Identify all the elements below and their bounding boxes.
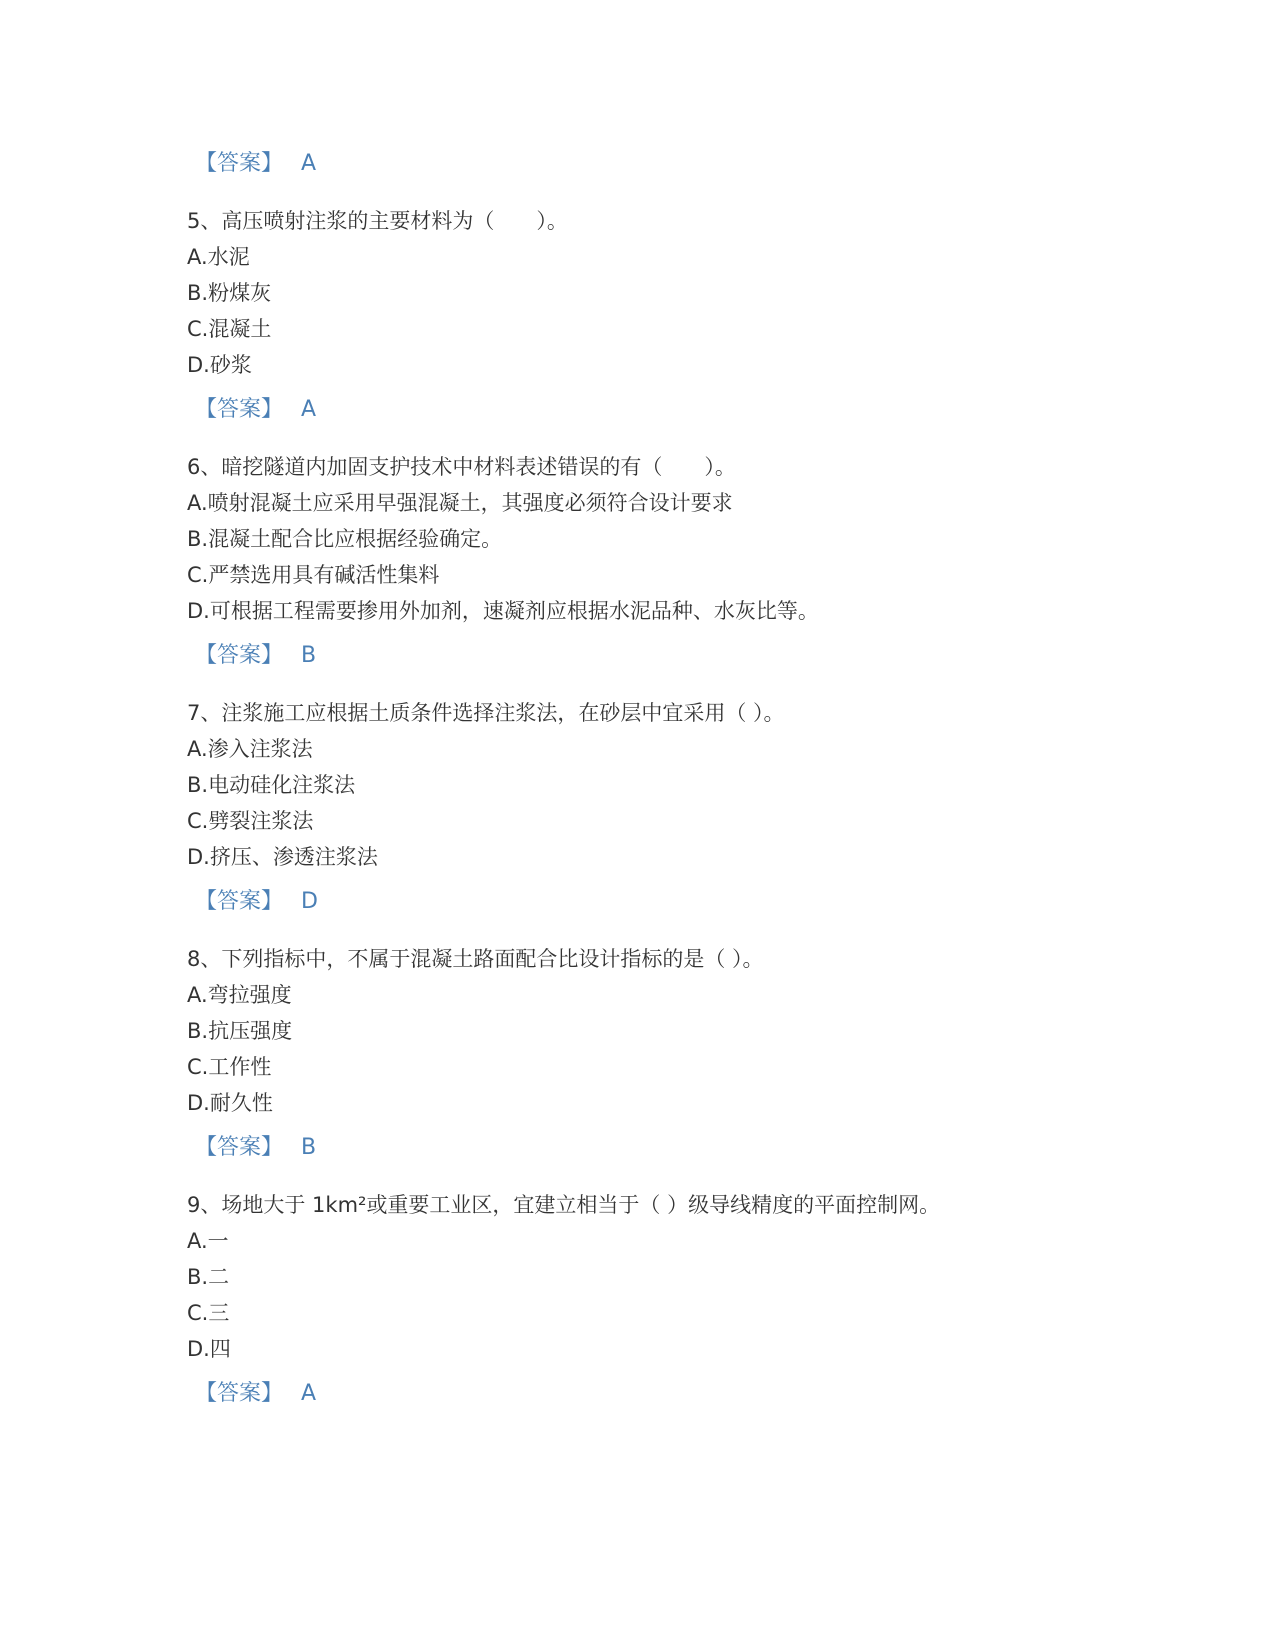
option-c: C.混凝土	[187, 317, 272, 341]
option-c: C.严禁选用具有碱活性集料	[187, 563, 440, 587]
answer-line	[195, 639, 316, 673]
option-b: B.混凝土配合比应根据经验确定。	[187, 527, 503, 551]
answer-line	[195, 393, 316, 427]
question-stem: 6、暗挖隧道内加固支护技术中材料表述错误的有（ ）。	[187, 455, 736, 479]
option-c: C.工作性	[187, 1055, 272, 1079]
question-stem	[187, 1187, 940, 1223]
answer-label: 【答案】	[195, 1381, 284, 1406]
stem-unit: m²	[337, 1193, 367, 1217]
stem-suffix: 或重要工业区，宜建立相当于（ ）级导线精度的平面控制网。	[366, 1193, 941, 1217]
answer-value: D	[301, 889, 318, 914]
question-stem: 5、高压喷射注浆的主要材料为（ ）。	[187, 209, 568, 233]
option-d: D.砂浆	[187, 353, 252, 377]
question-stem: 8、下列指标中，不属于混凝土路面配合比设计指标的是（ ）。	[187, 947, 764, 971]
option-b: B.粉煤灰	[187, 281, 272, 305]
option-a: A.渗入注浆法	[187, 737, 313, 761]
answer-value: A	[301, 397, 317, 422]
option-b: B.二	[187, 1265, 230, 1289]
option-c: C.劈裂注浆法	[187, 809, 314, 833]
answer-value: B	[301, 1135, 317, 1160]
answer-line	[195, 1131, 316, 1165]
option-c: C.三	[187, 1301, 230, 1325]
question-6	[187, 449, 819, 629]
option-a: A.喷射混凝土应采用早强混凝土，其强度必须符合设计要求	[187, 491, 733, 515]
question-7	[187, 695, 785, 875]
question-5	[187, 203, 568, 383]
stem-prefix: 9、场地大于 1k	[187, 1193, 338, 1217]
question-8	[187, 941, 764, 1121]
answer-label: 【答案】	[195, 1135, 284, 1160]
option-a: A.一	[187, 1229, 229, 1253]
option-b: B.电动硅化注浆法	[187, 773, 356, 797]
question-stem: 7、注浆施工应根据土质条件选择注浆法，在砂层中宜采用（ ）。	[187, 701, 785, 725]
question-9	[187, 1187, 940, 1367]
answer-line	[195, 885, 318, 919]
option-d: D.耐久性	[187, 1091, 273, 1115]
option-d: D.可根据工程需要掺用外加剂，速凝剂应根据水泥品种、水灰比等。	[187, 599, 819, 623]
answer-line	[195, 1377, 316, 1411]
option-a: A.弯拉强度	[187, 983, 292, 1007]
answer-value: B	[301, 643, 317, 668]
answer-line	[195, 147, 316, 181]
answer-label: 【答案】	[195, 643, 284, 668]
option-b: B.抗压强度	[187, 1019, 293, 1043]
answer-value: A	[301, 1381, 317, 1406]
option-a: A.水泥	[187, 245, 250, 269]
option-d: D.四	[187, 1337, 231, 1361]
answer-label: 【答案】	[195, 889, 284, 914]
answer-value: A	[301, 151, 317, 176]
answer-label: 【答案】	[195, 397, 284, 422]
answer-label: 【答案】	[195, 151, 284, 176]
option-d: D.挤压、渗透注浆法	[187, 845, 378, 869]
